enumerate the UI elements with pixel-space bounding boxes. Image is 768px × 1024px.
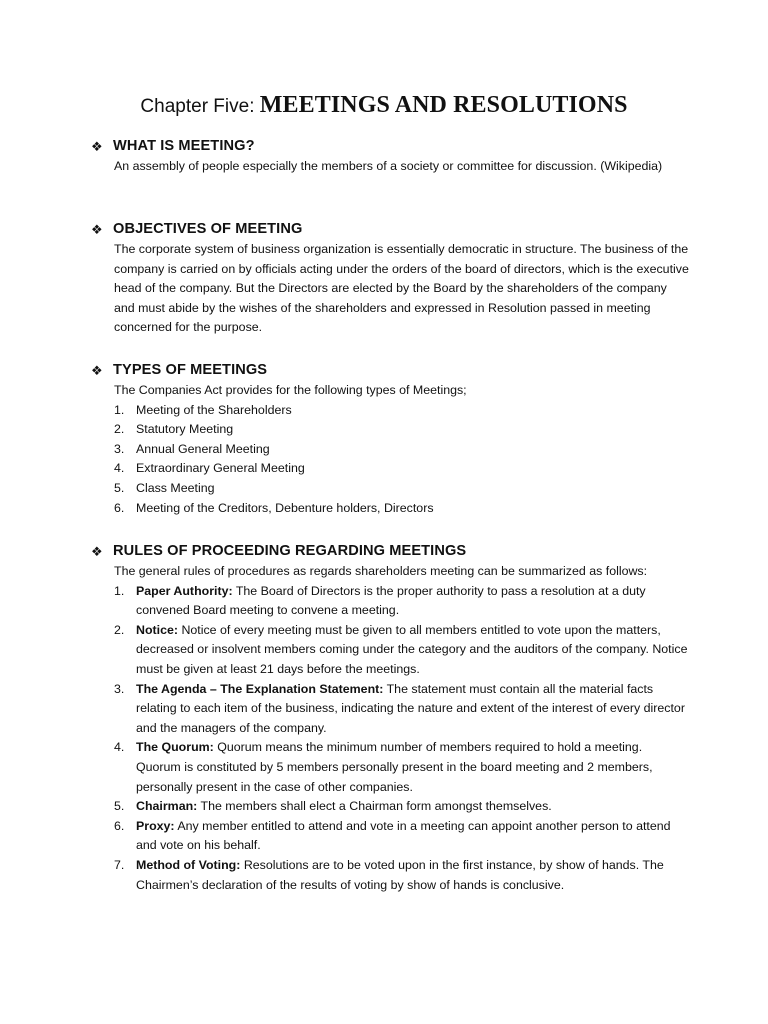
heading-text: RULES OF PROCEEDING REGARDING MEETINGS [113,543,467,559]
page-title [0,92,768,119]
term: Proxy: [136,818,175,833]
section-objectives [90,218,690,338]
heading-text: OBJECTIVES OF MEETING [113,221,303,237]
term: Paper Authority: [136,583,233,598]
paragraph: The corporate system of business organization is essentially democratic in structure. The business of the company is carried on by officials acting under the orders of the board of directors, which is the executive head of the company. But the Directors are elected by the Board by the shareholders of the company and must abide by the wishes of the shareholders and expressed in Resolution passed in meeting concerned for the purpose. [114,242,689,335]
heading-text: WHAT IS MEETING? [113,138,255,154]
types-list [114,401,690,519]
list-item: 1. Paper Authority: The Board of Directors is the proper authority to pass a resolution at a duty convened Board meeting to convene a meeting. [114,583,646,618]
list-item: 4. The Quorum: Quorum means the minimum number of members required to hold a meeting. Quorum is constituted by 5 members personally present in the board meeting and 2 members, personally present in the case of other companies. [114,740,653,794]
list-item: 4. Extraordinary General Meeting [114,461,305,476]
section-what-is-meeting [90,135,690,177]
paragraph: An assembly of people especially the members of a society or committee for discussion. (Wikipedia) [114,159,663,173]
section-body [114,562,690,895]
section-heading [90,359,690,381]
rules-list [114,582,690,896]
section-heading [90,540,690,562]
term: The Quorum: [136,740,214,755]
list-item: 5. Class Meeting [114,480,215,495]
term: Notice: [136,622,178,637]
section-body [114,381,690,518]
section-body [114,157,690,177]
diamond-bullet-icon: ❖ [91,138,103,154]
section-body [114,240,690,338]
term: The Agenda – The Explanation Statement: [136,681,384,696]
section-heading [90,135,690,157]
section-types [90,359,690,518]
heading-text: TYPES OF MEETINGS [113,362,268,378]
list-item: 2. Notice: Notice of every meeting must be given to all members entitled to vote upon the matters, decreased or insolvent members coming under the category and the auditors of the company. Notice must be given at least 21 days before the meetings. [114,622,688,676]
section-heading [90,218,690,240]
list-item: 3. Annual General Meeting [114,441,270,456]
term: Method of Voting: [136,857,241,872]
diamond-bullet-icon: ❖ [91,543,103,559]
section-rules [90,540,690,895]
list-item: 1. Meeting of the Shareholders [114,402,292,417]
list-item: 5. Chairman: The members shall elect a Chairman form amongst themselves. [114,799,552,814]
list-item: 6. Proxy: Any member entitled to attend and vote in a meeting can appoint another person to attend and vote on his behalf. [114,818,671,853]
term: Chairman: [136,799,198,814]
list-item: 2. Statutory Meeting [114,422,234,437]
intro-text: The general rules of procedures as regards shareholders meeting can be summarized as follows: [114,564,648,578]
list-item: 7. Method of Voting: Resolutions are to be voted upon in the first instance, by show of hands. The Chairmen’s declaration of the results of voting by show of hands is conclusive. [114,857,664,892]
list-item: 6. Meeting of the Creditors, Debenture holders, Directors [114,500,434,515]
diamond-bullet-icon: ❖ [91,362,103,378]
diamond-bullet-icon: ❖ [91,221,103,237]
title-prefix: Chapter Five: [140,96,260,117]
list-item: 3. The Agenda – The Explanation Statement: The statement must contain all the material facts relating to each item of the business, indicating the nature and extent of the interest of every director and the managers of the company. [114,681,685,735]
title-main: MEETINGS AND RESOLUTIONS [259,92,628,118]
intro-text: The Companies Act provides for the following types of Meetings; [114,383,467,397]
